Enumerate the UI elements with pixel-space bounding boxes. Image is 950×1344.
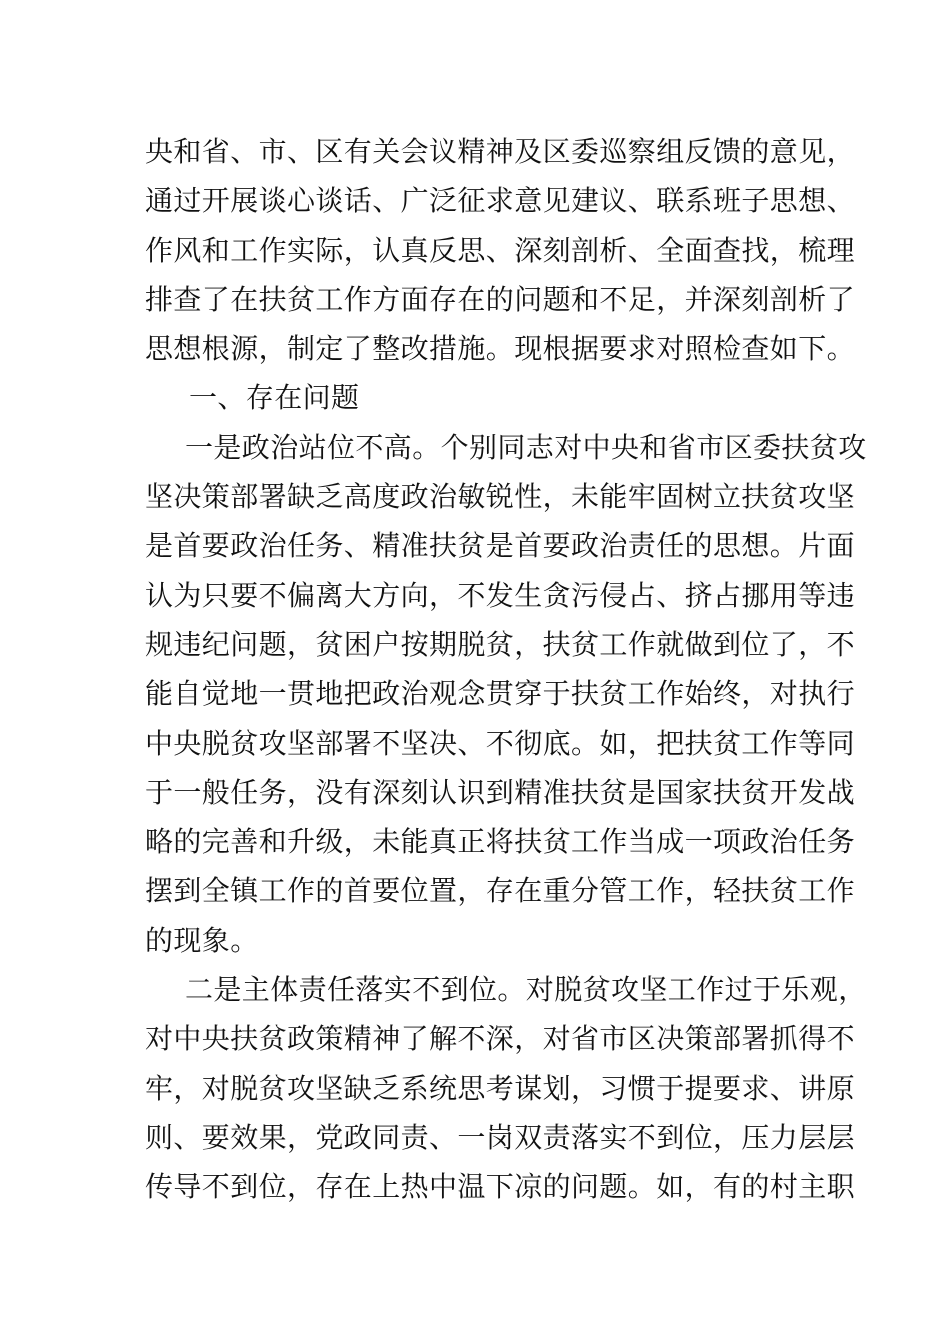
text-line-13: 中央脱贫攻坚部署不坚决、不彻底。如，把扶贫工作等同	[145, 726, 856, 760]
text-line-4: 排查了在扶贫工作方面存在的问题和不足，并深刻剖析了	[145, 282, 856, 316]
text-line-5: 思想根源，制定了整改措施。现根据要求对照检查如下。	[145, 332, 856, 366]
text-line-8: 坚决策部署缺乏高度政治敏锐性，未能牢固树立扶贫攻坚	[145, 480, 856, 514]
text-line-20: 牢，对脱贫攻坚缺乏系统思考谋划，习惯于提要求、讲原	[145, 1071, 856, 1105]
text-line-9: 是首要政治任务、精准扶贫是首要政治责任的思想。片面	[145, 529, 856, 563]
text-line-17: 的现象。	[145, 923, 259, 957]
text-line-21: 则、要效果，党政同责、一岗双责落实不到位，压力层层	[145, 1120, 856, 1154]
text-line-14: 于一般任务，没有深刻认识到精准扶贫是国家扶贫开发战	[145, 775, 856, 809]
text-line-1: 央和省、市、区有关会议精神及区委巡察组反馈的意见，	[145, 135, 856, 168]
text-line-12: 能自觉地一贯地把政治观念贯穿于扶贫工作始终，对执行	[145, 677, 856, 711]
paragraph-1-start: 一是政治站位不高。个别同志对中央和省市区委扶贫攻	[185, 430, 867, 464]
section-heading: 一、存在问题	[189, 381, 360, 415]
text-line-16: 摆到全镇工作的首要位置，存在重分管工作，轻扶贫工作	[145, 874, 856, 908]
text-line-3: 作风和工作实际，认真反思、深刻剖析、全面查找，梳理	[145, 233, 856, 267]
text-line-2: 通过开展谈心谈话、广泛征求意见建议、联系班子思想、	[145, 184, 856, 218]
text-line-15: 略的完善和升级，未能真正将扶贫工作当成一项政治任务	[145, 825, 856, 859]
text-line-19: 对中央扶贫政策精神了解不深，对省市区决策部署抓得不	[145, 1022, 856, 1056]
text-line-11: 规违纪问题，贫困户按期脱贫，扶贫工作就做到位了，不	[145, 627, 856, 661]
paragraph-2-start: 二是主体责任落实不到位。对脱贫攻坚工作过于乐观，	[185, 973, 867, 1007]
text-line-22: 传导不到位，存在上热中温下凉的问题。如，有的村主职	[145, 1170, 856, 1204]
text-line-10: 认为只要不偏离大方向，不发生贪污侵占、挤占挪用等违	[145, 578, 856, 612]
document-body	[145, 127, 867, 1212]
